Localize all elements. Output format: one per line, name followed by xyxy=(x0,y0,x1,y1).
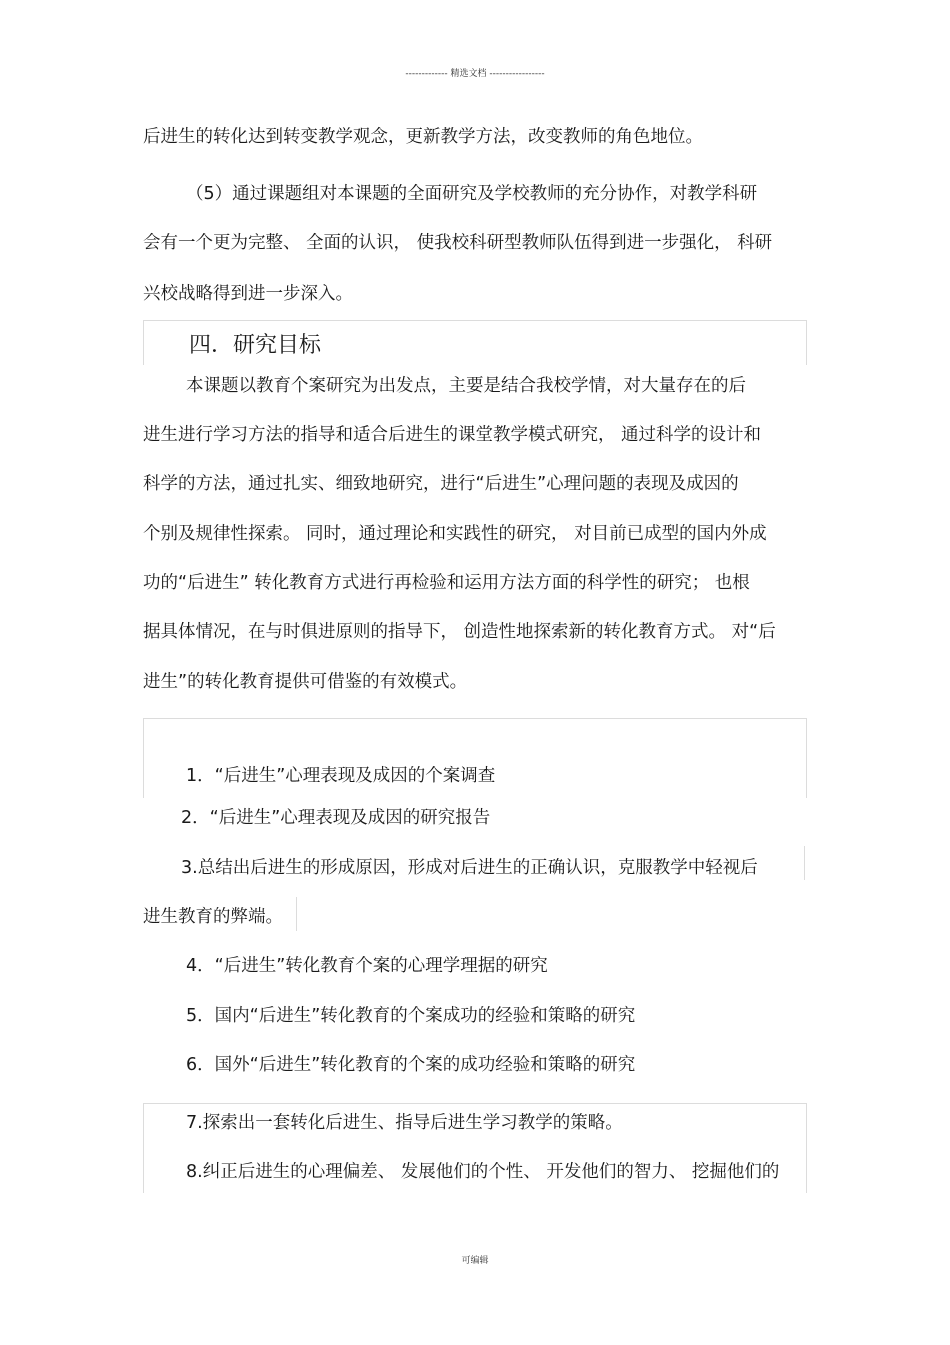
frame-line xyxy=(143,320,144,365)
frame-line xyxy=(143,718,144,798)
goal-item: 5．国内“后进生”转化教育的个案成功的经验和策略的研究 xyxy=(186,1006,636,1026)
paragraph-line: 进生”的转化教育提供可借鉴的有效模式。 xyxy=(143,672,468,692)
frame-line xyxy=(804,846,805,880)
paragraph-line: 会有一个更为完整、 全面的认识， 使我校科研型教师队伍得到进一步强化， 科研 xyxy=(143,233,773,253)
frame-line xyxy=(806,718,807,798)
section-heading: 四．研究目标 xyxy=(189,333,322,358)
goal-item: 6．国外“后进生”转化教育的个案的成功经验和策略的研究 xyxy=(186,1055,636,1075)
goal-item: 1．“后进生”心理表现及成因的个案调查 xyxy=(186,766,496,786)
goal-item: 进生教育的弊端。 xyxy=(143,907,283,927)
goal-item: 4．“后进生”转化教育个案的心理学理据的研究 xyxy=(186,956,548,976)
frame-line xyxy=(806,1103,807,1193)
page-header: ------------- 精选文档 ----------------- xyxy=(405,69,545,79)
goal-item: 2．“后进生”心理表现及成因的研究报告 xyxy=(181,808,491,828)
paragraph-line: 功的“后进生” 转化教育方式进行再检验和运用方法方面的科学性的研究； 也根 xyxy=(143,573,750,593)
paragraph-line: 兴校战略得到进一步深入。 xyxy=(143,284,353,304)
frame-line xyxy=(143,320,807,321)
frame-line xyxy=(806,320,807,365)
goal-item: 7.探索出一套转化后进生、指导后进生学习教学的策略。 xyxy=(186,1113,623,1133)
paragraph-line: 据具体情况，在与时俱进原则的指导下， 创造性地探索新的转化教育方式。 对“后 xyxy=(143,622,776,642)
frame-line xyxy=(296,897,297,931)
paragraph-line: 后进生的转化达到转变教学观念，更新教学方法，改变教师的角色地位。 xyxy=(143,127,703,147)
paragraph-line: 科学的方法，通过扎实、细致地研究，进行“后进生”心理问题的表现及成因的 xyxy=(143,474,739,494)
goal-item: 3.总结出后进生的形成原因，形成对后进生的正确认识，克服教学中轻视后 xyxy=(181,858,758,878)
paragraph-line: 本课题以教育个案研究为出发点，主要是结合我校学情，对大量存在的后 xyxy=(186,376,746,396)
frame-line xyxy=(143,1103,144,1193)
goal-item: 8.纠正后进生的心理偏差、 发展他们的个性、 开发他们的智力、 挖掘他们的 xyxy=(186,1162,780,1182)
frame-line xyxy=(143,1103,807,1104)
paragraph-line: （5）通过课题组对本课题的全面研究及学校教师的充分协作，对教学科研 xyxy=(186,184,758,204)
paragraph-line: 个别及规律性探索。 同时，通过理论和实践性的研究， 对目前已成型的国内外成 xyxy=(143,524,767,544)
frame-line xyxy=(143,718,807,719)
page-footer: 可编辑 xyxy=(461,1256,489,1266)
paragraph-line: 进生进行学习方法的指导和适合后进生的课堂教学模式研究， 通过科学的设计和 xyxy=(143,425,762,445)
